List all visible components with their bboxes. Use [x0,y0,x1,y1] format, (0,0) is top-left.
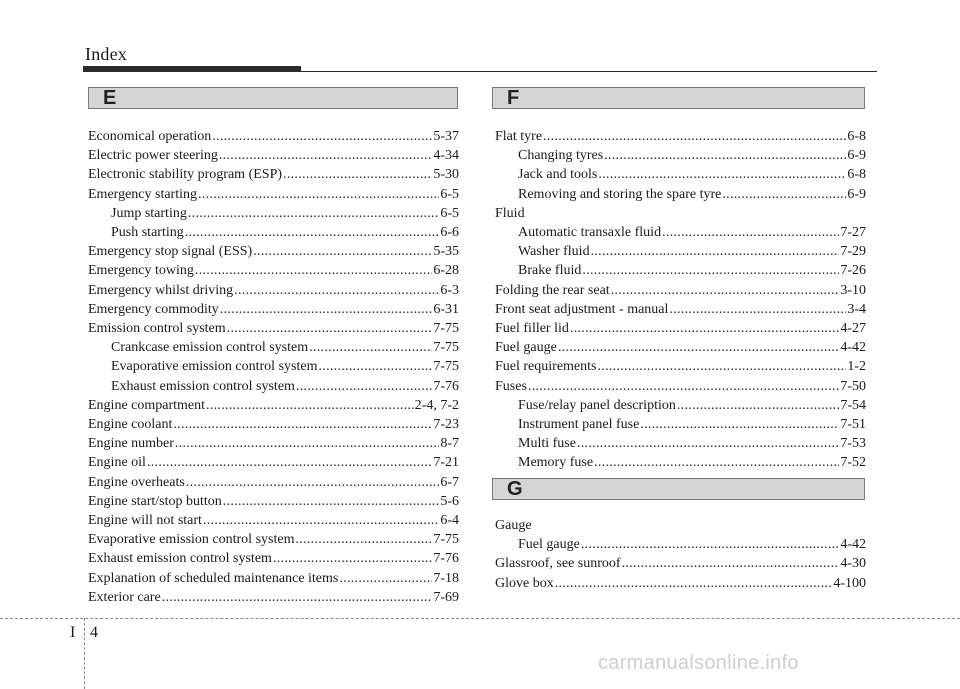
leader-dots [640,415,839,434]
index-entry-text: Engine oil [88,455,146,471]
leader-dots [581,535,840,554]
index-entry-text: Emergency stop signal (ESS) [88,244,253,260]
footer-vertical-rule [84,618,85,689]
index-entry-text: Exhaust emission control system [88,551,272,567]
leader-dots [175,434,439,453]
index-entry-page: 6-3 [440,282,459,298]
index-entry-text: Multi fuse [518,436,576,452]
index-entry-text: Brake fluid [518,263,582,279]
index-entry-text: Engine will not start [88,513,202,529]
index-entry-page: 4-27 [840,321,866,337]
index-entry-page: 5-6 [440,493,459,509]
index-entry-page: 7-75 [433,321,459,337]
index-entry [495,300,866,319]
index-entry [495,319,866,338]
index-entry-text: Exhaust emission control system [111,378,295,394]
index-entry-page: 6-31 [433,301,459,317]
index-entry [88,319,459,338]
index-entry-text: Fuses [495,378,527,394]
index-entry-text: Emergency towing [88,263,194,279]
index-entry-text: Emergency commodity [88,301,219,317]
index-entry [88,223,459,242]
index-entry-page: 7-18 [433,570,459,586]
index-entry-page: 4-42 [840,537,866,553]
index-entry-text: Engine number [88,436,174,452]
index-entry-text: Removing and storing the spare tyre [518,186,722,202]
index-entry [88,588,459,607]
index-entry [495,338,866,357]
section-letter-f: F [507,87,520,109]
index-entry-text: Fuel filler lid [495,321,569,337]
index-entry [495,204,866,223]
index-entry [88,165,459,184]
index-entry-page: 6-6 [440,225,459,241]
index-entry-text: Jump starting [111,205,187,221]
index-entry-page: 7-54 [840,397,866,413]
leader-dots [591,242,840,261]
section-bar-g [492,478,865,500]
index-entry [88,396,459,415]
index-entry-text: Economical operation [88,129,212,144]
index-entry [495,434,866,453]
header-rule-thin [301,71,877,72]
leader-dots [677,396,839,415]
page-title: Index [85,44,127,64]
index-entry [495,377,866,396]
index-entry-page: 6-5 [440,186,459,202]
index-entry-page: 7-21 [433,455,459,471]
index-entry [88,453,459,472]
index-entry-page: 5-30 [433,167,459,183]
index-entry-page: 4-34 [433,148,459,164]
leader-dots [219,146,433,165]
index-entry [88,357,459,376]
index-entry-text: Crankcase emission control system [111,340,309,356]
index-entry [495,535,866,554]
leader-dots [577,434,839,453]
watermark: carmanualsonline.info [598,652,799,674]
leader-dots [223,492,440,511]
index-entry-page: 6-9 [847,186,866,202]
index-entry-page: 7-29 [840,244,866,260]
section-bar-e [88,87,458,109]
section-letter-g: G [507,478,523,500]
leader-dots [598,165,846,184]
leader-dots [662,223,839,242]
index-entry [495,127,866,146]
index-column-g [495,516,866,593]
leader-dots [188,204,439,223]
index-entry-text: Jack and tools [518,167,598,183]
index-entry-text: Flat tyre [495,129,543,144]
index-entry [88,338,459,357]
index-entry [88,242,459,261]
index-entry-page: 6-8 [847,167,866,183]
index-entry [88,204,459,223]
index-entry-page: 1-2 [847,359,866,375]
index-entry [88,549,459,568]
leader-dots [186,473,440,492]
index-entry-text: Fuel requirements [495,359,597,375]
leader-dots [283,165,432,184]
index-entry-text: Front seat adjustment - manual [495,301,669,317]
index-entry-text: Fluid [495,205,525,221]
index-entry [88,146,459,165]
index-entry-text: Engine overheats [88,474,185,490]
leader-dots [611,281,840,300]
index-entry-page: 7-26 [840,263,866,279]
leader-dots [227,319,433,338]
index-entry-page: 2-4, 7-2 [414,397,459,413]
index-entry-page: 7-76 [433,378,459,394]
index-entry-page: 3-4 [847,301,866,317]
leader-dots [296,377,432,396]
index-entry-page: 5-37 [433,129,459,144]
index-entry [88,492,459,511]
index-entry-text: Emergency whilst driving [88,282,234,298]
index-entry [88,530,459,549]
index-entry-text: Washer fluid [518,244,590,260]
leader-dots [185,223,440,242]
index-entry-page: 6-4 [440,513,459,529]
leader-dots [597,357,846,376]
index-entry-page: 7-75 [433,532,459,548]
footer-page: 4 [90,624,98,641]
index-entry-text: Electronic stability program (ESP) [88,167,283,183]
section-bar-f [492,87,865,109]
leader-dots [203,511,439,530]
leader-dots [173,415,432,434]
footer-section: I [70,624,76,641]
index-entry-page: 7-52 [840,455,866,471]
index-entry-text: Evaporative emission control system [88,532,295,548]
index-entry-page: 6-28 [433,263,459,279]
leader-dots [309,338,432,357]
index-entry [88,473,459,492]
index-entry-page: 6-5 [440,205,459,221]
leader-dots [147,453,432,472]
leader-dots [318,357,432,376]
index-entry-page: 4-30 [840,556,866,572]
index-entry-text: Engine coolant [88,417,173,433]
leader-dots [253,242,432,261]
index-entry [495,396,866,415]
index-entry-text: Glassroof, see sunroof [495,556,621,572]
index-entry-page: 8-7 [440,436,459,452]
index-entry-page: 7-53 [840,436,866,452]
leader-dots [543,127,846,146]
leader-dots [582,261,839,280]
index-entry-text: Emergency starting [88,186,197,202]
index-entry-page: 4-100 [833,575,866,591]
index-entry [495,415,866,434]
index-entry-page: 7-27 [840,225,866,241]
index-entry-text: Fuse/relay panel description [518,397,676,413]
index-entry [495,554,866,573]
index-entry [88,185,459,204]
index-entry-page: 7-23 [433,417,459,433]
index-entry-page: 6-7 [440,474,459,490]
leader-dots [212,127,432,146]
index-entry-text: Fuel gauge [518,537,580,553]
leader-dots [295,530,432,549]
index-entry-page: 3-10 [840,282,866,298]
index-entry [495,223,866,242]
index-entry-text: Gauge [495,518,532,533]
index-entry [88,281,459,300]
index-entry [495,516,866,535]
index-entry [88,127,459,146]
index-entry-page: 7-75 [433,340,459,356]
index-entry [495,574,866,593]
index-entry-page: 5-35 [433,244,459,260]
leader-dots [722,185,846,204]
index-entry-text: Evaporative emission control system [111,359,318,375]
section-letter-e: E [103,87,117,109]
index-entry [495,165,866,184]
index-entry-text: Automatic transaxle fluid [518,225,662,241]
leader-dots [594,453,839,472]
index-entry-text: Glove box [495,575,554,591]
index-entry [495,281,866,300]
index-entry-text: Exterior care [88,589,161,605]
index-entry [88,261,459,280]
index-entry-page: 7-76 [433,551,459,567]
index-entry [88,434,459,453]
index-entry-page: 6-8 [847,129,866,144]
index-entry-text: Engine start/stop button [88,493,222,509]
leader-dots [273,549,432,568]
leader-dots [234,281,439,300]
leader-dots [195,261,432,280]
footer-rule [0,618,960,619]
index-entry-text: Push starting [111,225,184,241]
index-entry [88,569,459,588]
index-entry [88,415,459,434]
index-entry-page: 7-69 [433,589,459,605]
header-rule-thick [83,66,301,72]
leader-dots [622,554,840,573]
leader-dots [162,588,433,607]
index-entry [88,511,459,530]
leader-dots [206,396,414,415]
leader-dots [339,569,432,588]
index-entry [495,185,866,204]
index-entry-page: 7-51 [840,417,866,433]
leader-dots [570,319,839,338]
index-entry [88,300,459,319]
index-entry-text: Changing tyres [518,148,604,164]
index-entry [495,453,866,472]
leader-dots [528,377,839,396]
leader-dots [555,574,833,593]
index-entry-text: Emission control system [88,321,226,337]
index-entry [88,377,459,396]
index-entry-text: Explanation of scheduled maintenance items [88,570,339,586]
index-entry-text: Fuel gauge [495,340,557,356]
index-entry-page: 6-9 [847,148,866,164]
index-entry-text: Memory fuse [518,455,594,471]
index-entry-text: Folding the rear seat [495,282,610,298]
index-entry [495,261,866,280]
leader-dots [198,185,439,204]
index-column-e [88,127,459,607]
index-entry-text: Engine compartment [88,397,206,413]
index-entry-page: 7-75 [433,359,459,375]
index-entry-text: Electric power steering [88,148,218,164]
index-column-f [495,127,866,473]
leader-dots [669,300,846,319]
index-entry [495,242,866,261]
index-entry-page: 4-42 [840,340,866,356]
leader-dots [558,338,840,357]
leader-dots [220,300,433,319]
index-entry-page: 7-50 [840,378,866,394]
index-entry [495,146,866,165]
leader-dots [604,146,846,165]
index-entry-text: Instrument panel fuse [518,417,640,433]
index-entry [495,357,866,376]
